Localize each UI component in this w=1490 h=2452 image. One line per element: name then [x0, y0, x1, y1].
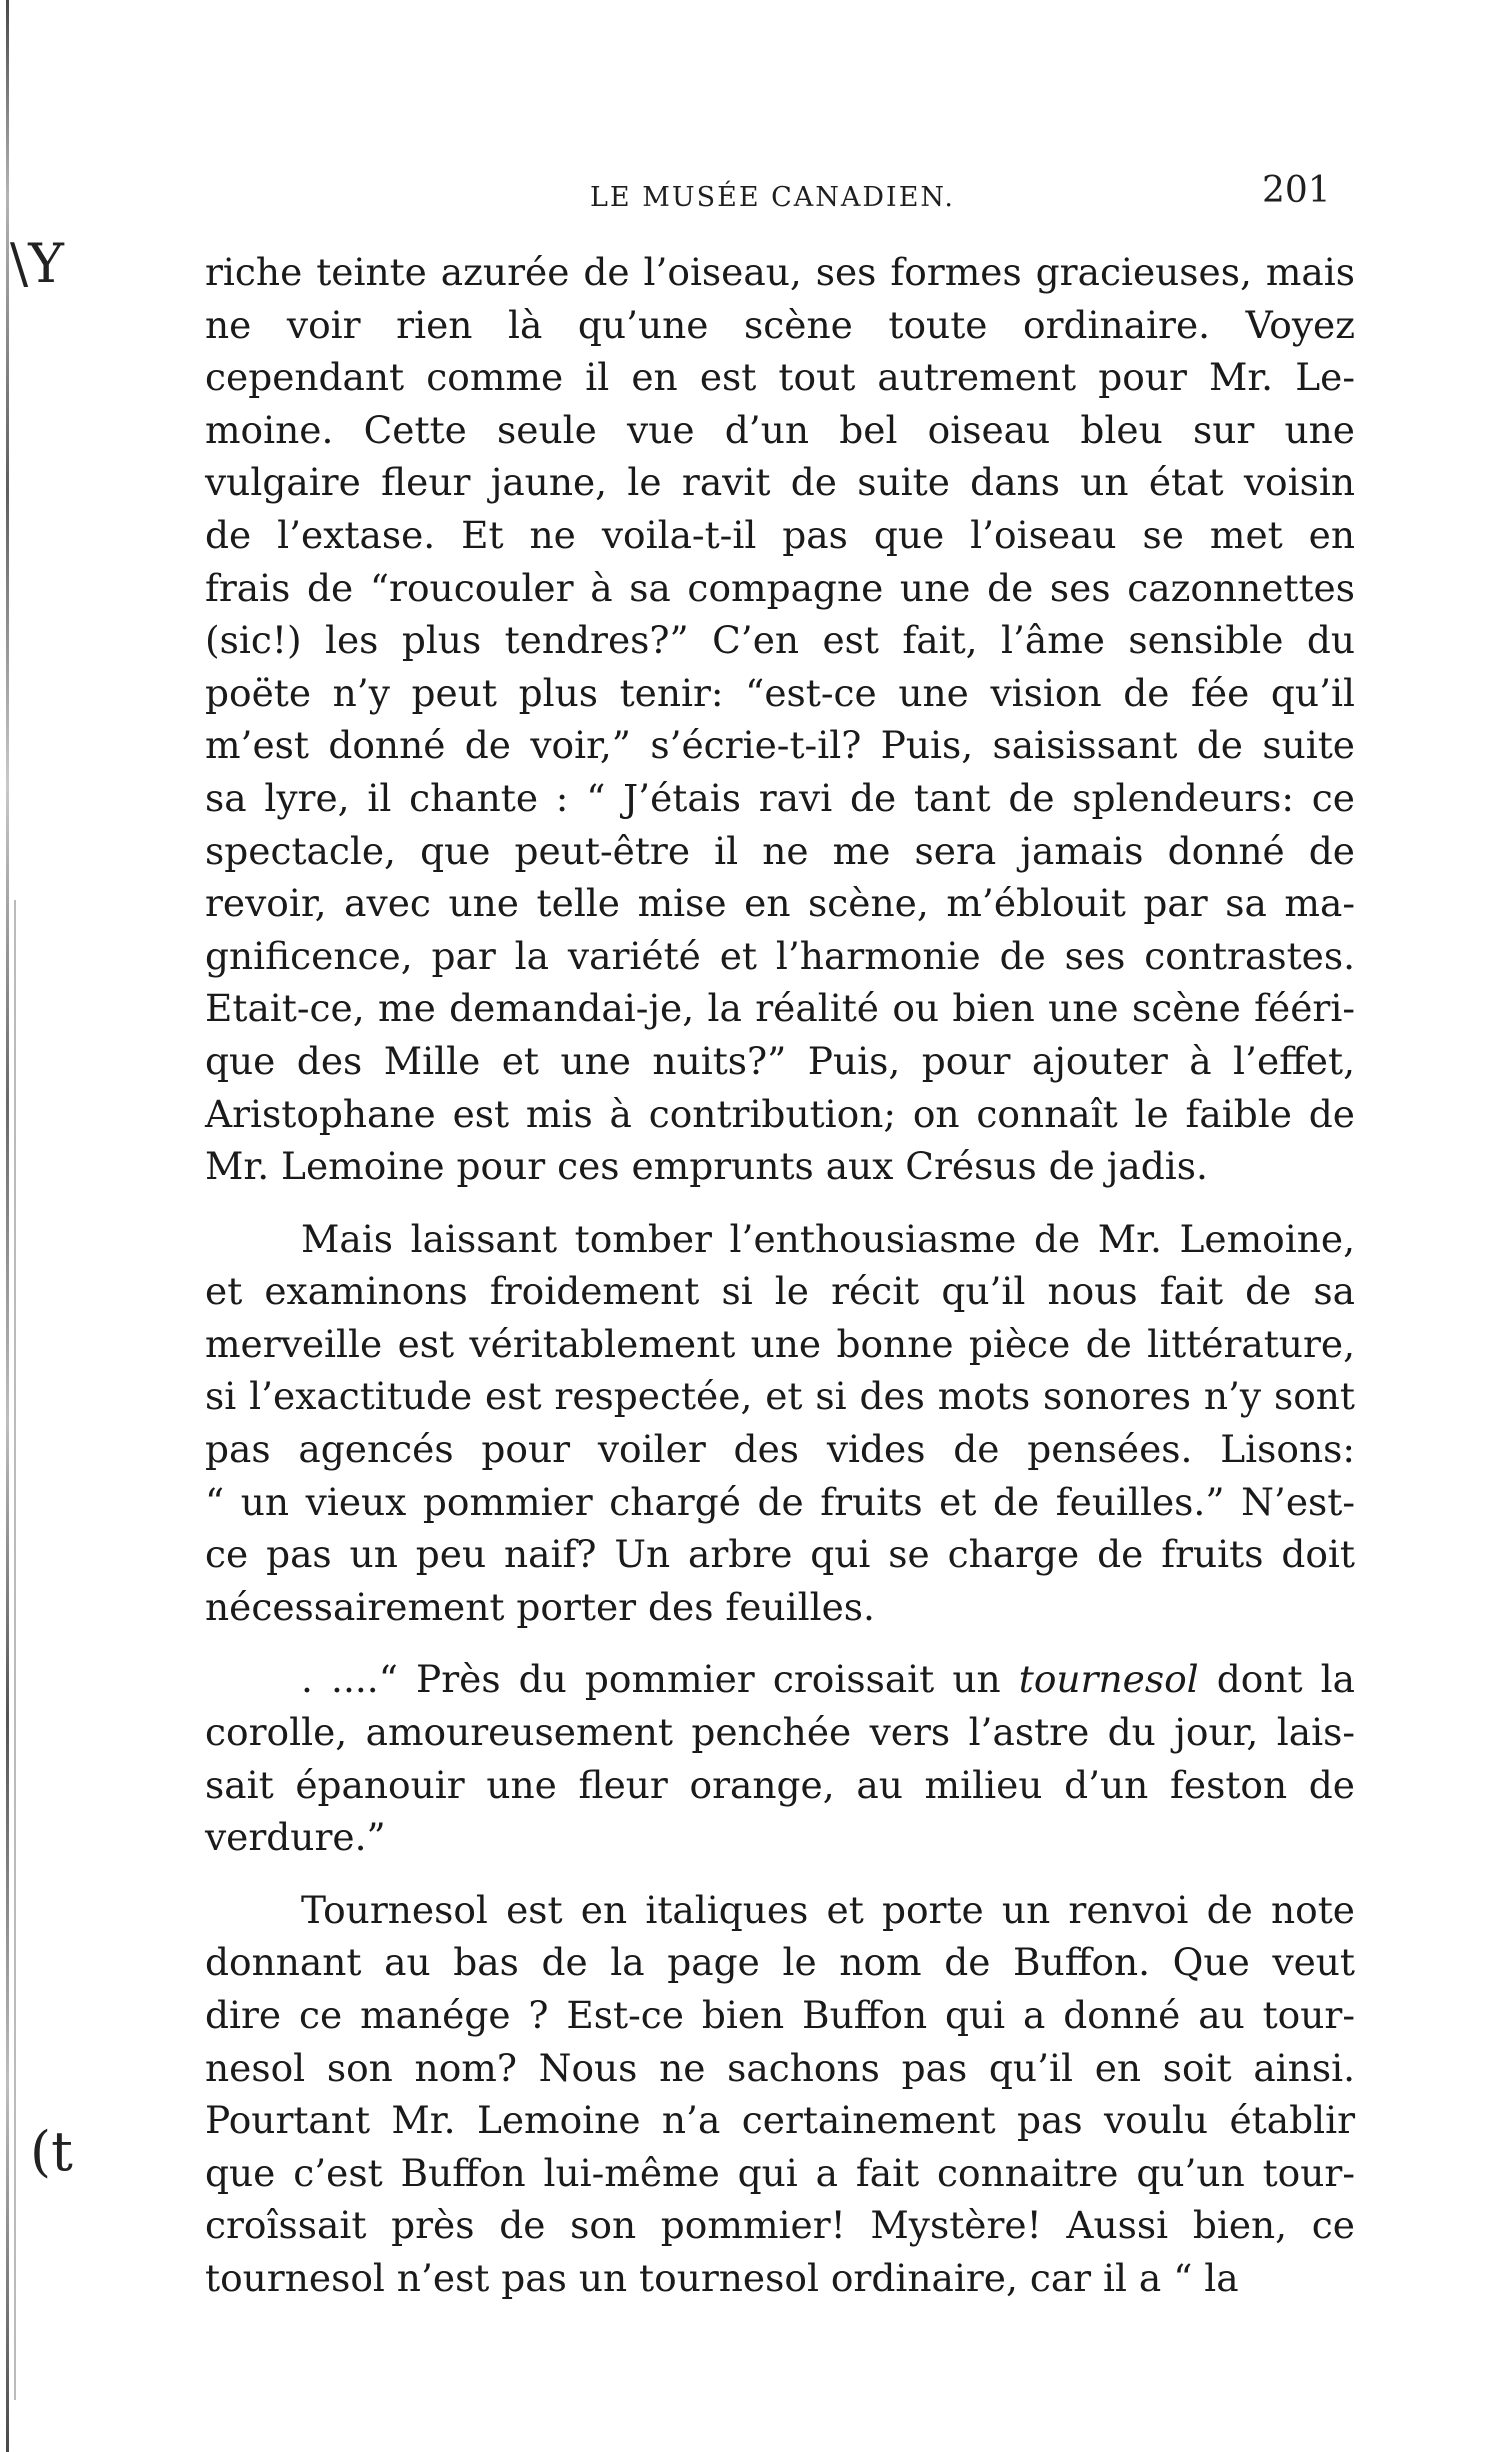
text-line: poëte n’y peut plus tenir: “est-ce une vision de fée qu’il: [205, 670, 1355, 715]
text-line: frais de “roucouler à sa compagne une de ses cazonnettes: [205, 565, 1355, 610]
paragraph-p1: [205, 246, 1355, 1193]
margin-mark-top: \Y: [10, 232, 64, 295]
text-line: corolle, amoureusement penchée vers l’astre du jour, lais-: [205, 1710, 1355, 1755]
text-line: revoir, avec une telle mise en scène, m’éblouit par sa ma-: [205, 881, 1355, 926]
text-line: de l’extase. Et ne voila-t-il pas que l’oiseau se met en: [205, 512, 1355, 557]
text-line: . ....“ Près du pommier croissait un tournesol dont la: [301, 1657, 1355, 1702]
paragraph-p3: [205, 1653, 1355, 1863]
text-line: verdure.”: [205, 1815, 386, 1860]
text-line: Tournesol est en italiques et porte un renvoi de note: [301, 1887, 1355, 1932]
text-line: que c’est Buffon lui-même qui a fait connaitre qu’un tour-: [205, 2150, 1355, 2195]
text-line: (sic!) les plus tendres?” C’en est fait, l’âme sensible du: [205, 618, 1355, 663]
scan-edge-shadow: [6, 0, 9, 2452]
text-line: sait épanouir une fleur orange, au milieu d’un feston de: [205, 1762, 1355, 1807]
text-line: riche teinte azurée de l’oiseau, ses formes gracieuses, mais: [205, 250, 1355, 294]
text-line: merveille est véritablement une bonne pièce de littérature,: [205, 1321, 1355, 1366]
text-line: et examinons froidement si le récit qu’il nous fait de sa: [205, 1269, 1355, 1314]
text-line: “ un vieux pommier chargé de fruits et de feuilles.” N’est-: [205, 1479, 1355, 1524]
body-text: [205, 246, 1355, 2305]
text-line: sa lyre, il chante : “ J’étais ravi de tant de splendeurs: ce: [205, 775, 1355, 820]
text-line: pas agencés pour voiler des vides de pensées. Lisons:: [205, 1427, 1355, 1472]
text-line: m’est donné de voir,” s’écrie-t-il? Puis, saisissant de suite: [205, 723, 1355, 768]
text-line: moine. Cette seule vue d’un bel oiseau bleu sur une: [205, 407, 1355, 452]
text-line: dire ce manége ? Est-ce bien Buffon qui a donné au tour-: [205, 1993, 1355, 2037]
text-line: tournesol n’est pas un tournesol ordinaire, car il a “ la: [205, 2255, 1239, 2300]
text-line: donnant au bas de la page le nom de Buffon. Que veut: [205, 1940, 1355, 1985]
page-header: [0, 170, 1490, 230]
page-number: 201: [1262, 170, 1331, 211]
text-line: ne voir rien là qu’une scène toute ordinaire. Voyez: [205, 302, 1355, 347]
margin-mark-bottom: (t: [30, 2120, 73, 2183]
text-line: vulgaire fleur jaune, le ravit de suite dans un état voisin: [205, 460, 1355, 505]
text-line: Pourtant Mr. Lemoine n’a certainement pas voulu établir: [205, 2098, 1355, 2143]
text-line: gnificence, par la variété et l’harmonie de ses contrastes.: [205, 933, 1355, 978]
text-line: Mr. Lemoine pour ces emprunts aux Crésus de jadis.: [205, 1144, 1208, 1189]
text-line: nécessairement porter des feuilles.: [205, 1584, 875, 1629]
text-line: que des Mille et une nuits?” Puis, pour ajouter à l’effet,: [205, 1038, 1355, 1083]
italic-word: tournesol: [1018, 1657, 1199, 1702]
text-line: cependant comme il en est tout autrement pour Mr. Le-: [205, 355, 1355, 400]
text-line: Aristophane est mis à contribution; on connaît le faible de: [205, 1091, 1355, 1136]
text-line: si l’exactitude est respectée, et si des mots sonores n’y sont: [205, 1374, 1355, 1419]
text-line: Etait-ce, me demandai-je, la réalité ou bien une scène fééri-: [205, 986, 1355, 1031]
text-line: spectacle, que peut-être il ne me sera jamais donné de: [205, 828, 1355, 873]
text-line: croîssait près de son pommier! Mystère! Aussi bien, ce: [205, 2203, 1355, 2248]
text-line: ce pas un peu naif? Un arbre qui se charge de fruits doit: [205, 1532, 1355, 1577]
text-line: nesol son nom? Nous ne sachons pas qu’il en soit ainsi.: [205, 2045, 1355, 2090]
running-title: LE MUSÉE CANADIEN.: [590, 182, 955, 213]
paragraph-p4: [205, 1884, 1355, 2305]
scan-edge-shadow-inner: [14, 900, 16, 2400]
text-line: Mais laissant tomber l’enthousiasme de Mr. Lemoine,: [301, 1216, 1355, 1261]
paragraph-p2: [205, 1213, 1355, 1634]
